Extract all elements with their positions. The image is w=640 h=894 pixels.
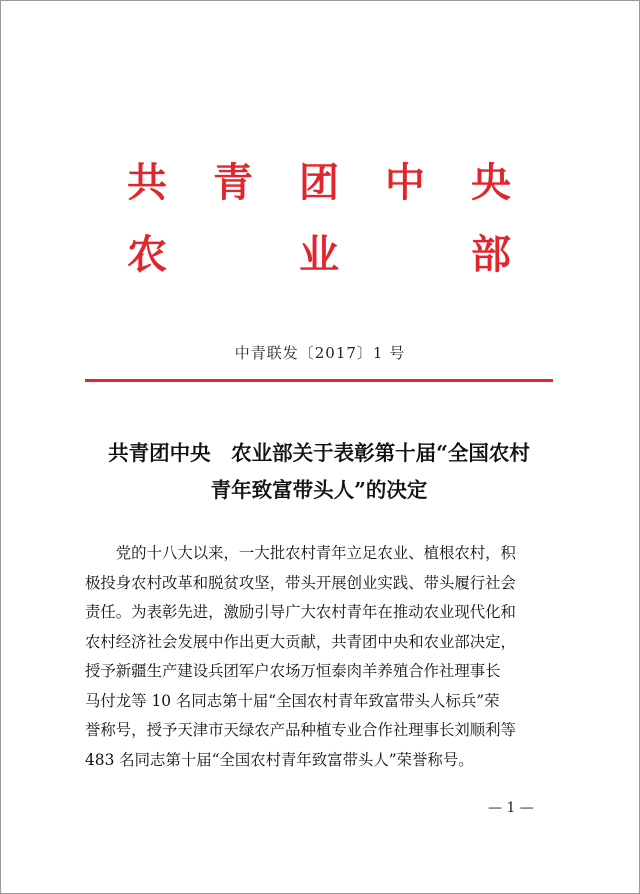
header-char: 团 xyxy=(299,159,339,206)
header-char: 农 xyxy=(127,231,167,278)
body-line: 马付龙等 10 名同志第十届“全国农村青年致富带头人标兵”荣 xyxy=(85,691,500,710)
header-char: 业 xyxy=(299,231,339,278)
header-char: 央 xyxy=(471,159,511,206)
header-char: 共 xyxy=(127,159,167,206)
title-line: 青年致富带头人”的决定 xyxy=(210,478,428,502)
body-line: 誉称号，授予天津市天绿农产品种植专业合作社理事长刘顺利等 xyxy=(85,721,516,739)
header-char: 青 xyxy=(213,159,253,206)
red-separator-rule xyxy=(85,379,553,382)
document-title xyxy=(79,435,559,509)
page-number: — 1 — xyxy=(488,800,534,816)
header-char: 部 xyxy=(471,231,511,278)
document-number: 中青联发〔2017〕1 号 xyxy=(234,344,406,362)
body-line: 农村经济社会发展中作出更大贡献，共青团中央和农业部决定， xyxy=(85,632,516,651)
document-body xyxy=(85,539,555,775)
body-line: 483 名同志第十届“全国农村青年致富带头人”荣誉称号。 xyxy=(85,750,474,769)
body-line: 责任。为表彰先进，激励引导广大农村青年在推动农业现代化和 xyxy=(85,603,516,621)
body-line: 极投身农村改革和脱贫攻坚，带头开展创业实践、带头履行社会 xyxy=(85,573,516,592)
body-line: 授予新疆生产建设兵团军户农场万恒泰肉羊养殖合作社理事长 xyxy=(85,662,501,680)
header-org-agriculture xyxy=(127,231,511,278)
body-line: 党的十八大以来，一大批农村青年立足农业、植根农村，积 xyxy=(85,544,516,562)
header-org-youth-league xyxy=(127,159,511,206)
title-line: 共青团中央 农业部关于表彰第十届“全国农村 xyxy=(108,441,530,465)
header-char: 中 xyxy=(385,159,425,206)
